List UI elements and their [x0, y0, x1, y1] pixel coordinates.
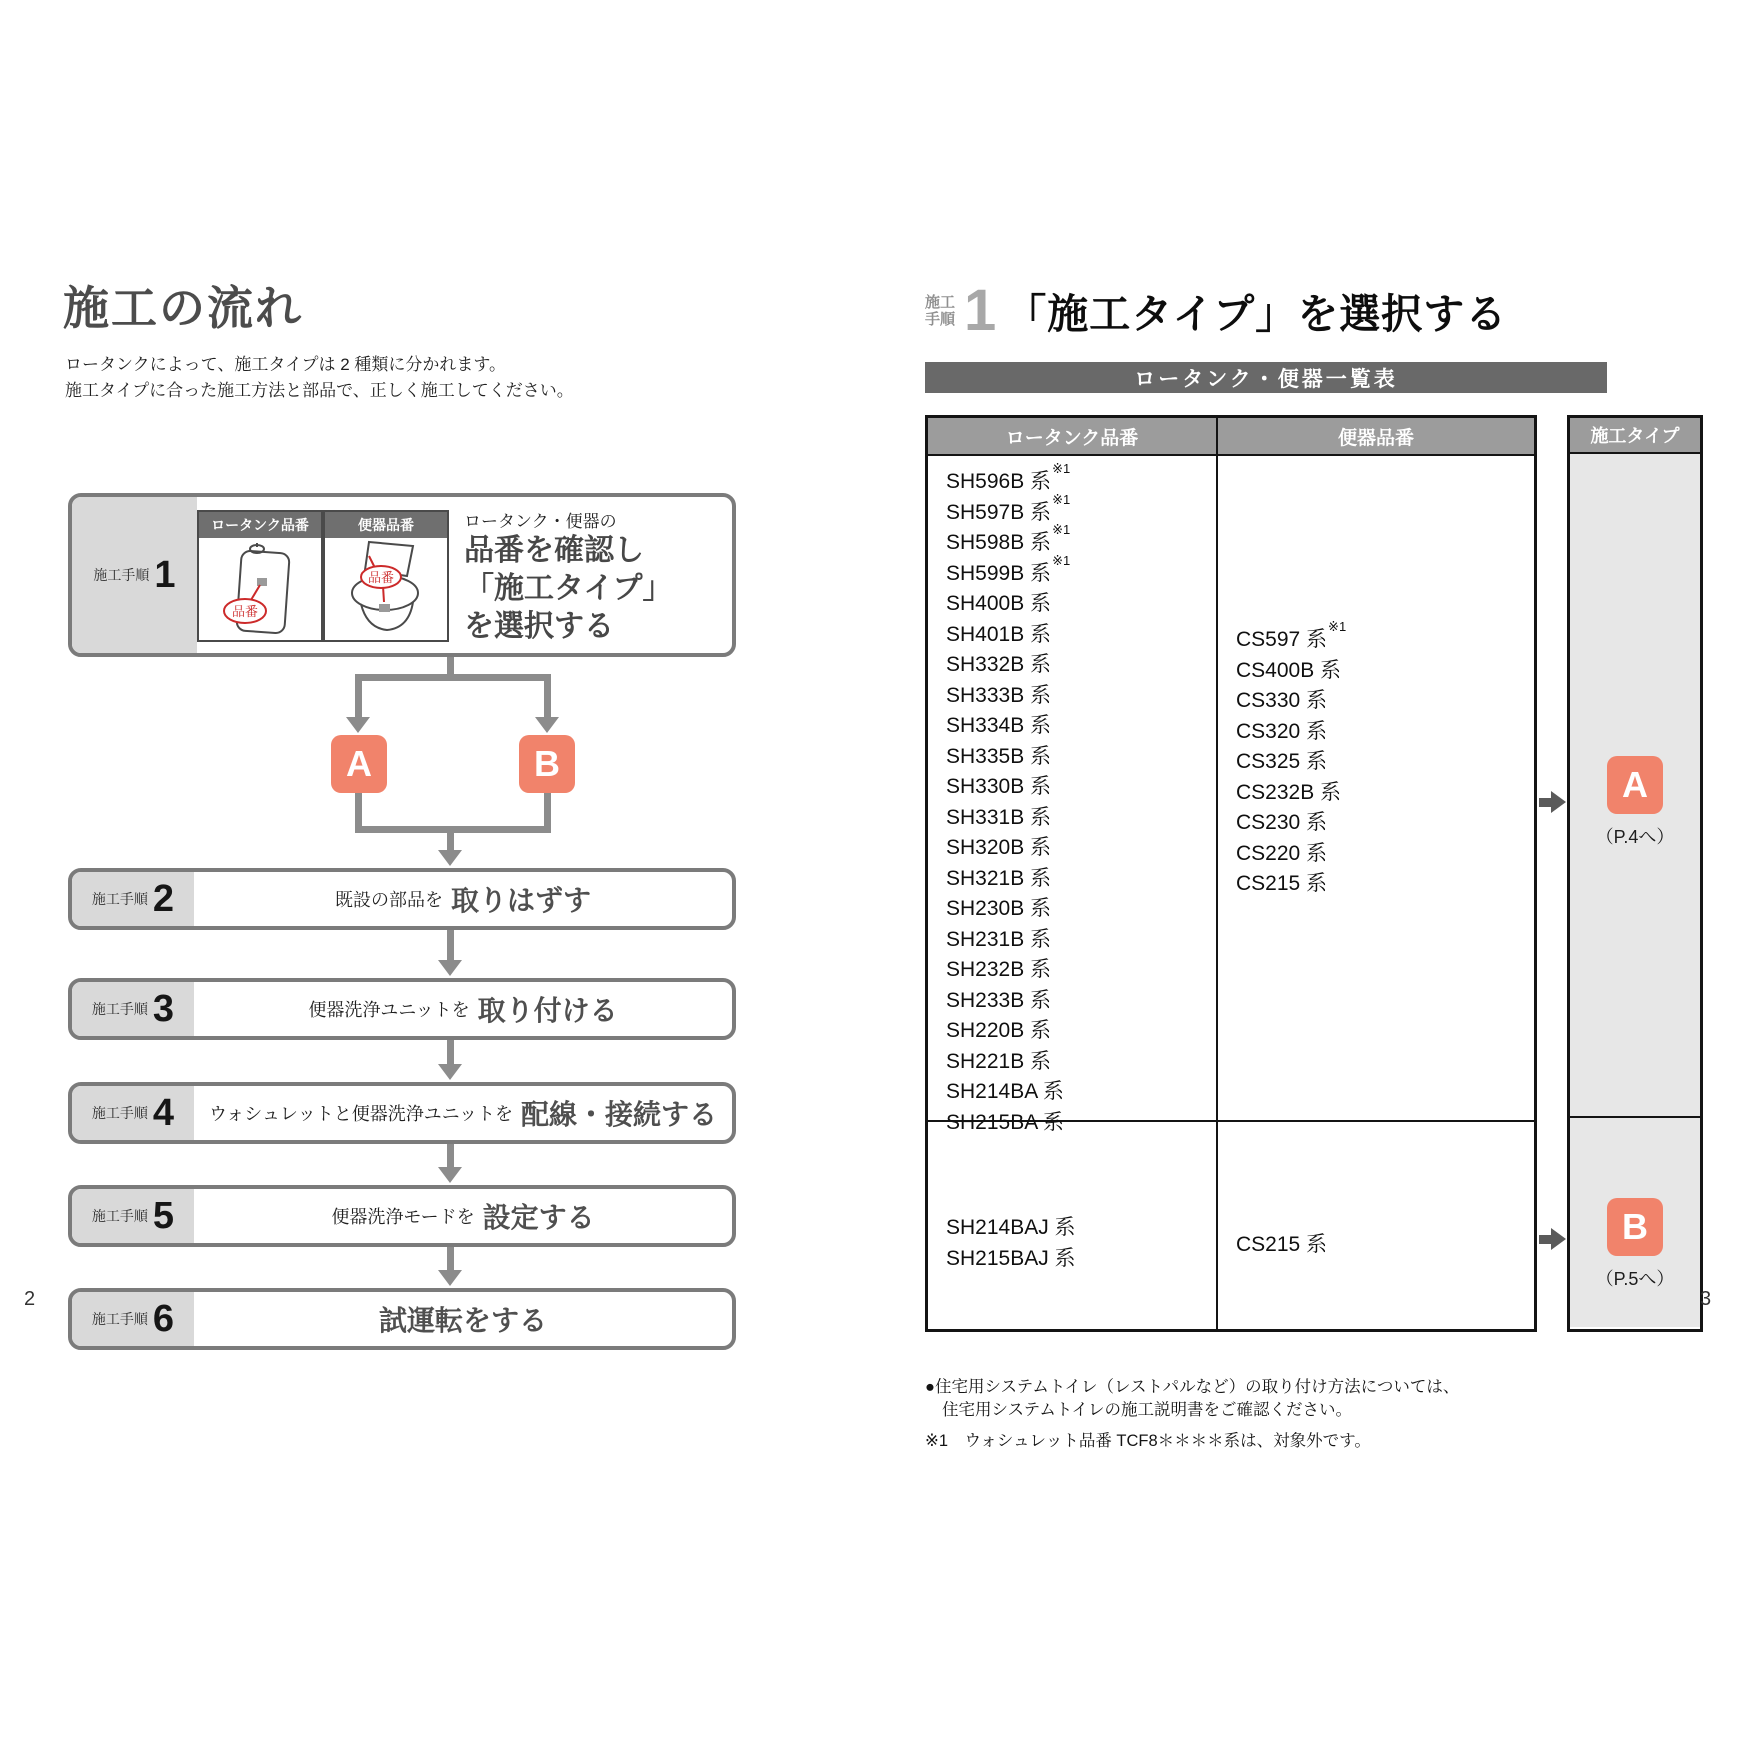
type-a-branch-badge: A: [331, 735, 387, 793]
step1-label-number: 1: [154, 554, 176, 596]
bowl-model-list-row2: [1218, 1122, 1534, 1331]
down-arrow-step2-icon: [438, 850, 462, 866]
intro-text: [65, 352, 574, 404]
step2-label-number: 2: [152, 878, 175, 920]
step4-box: [68, 1082, 736, 1144]
note-line-1: ●住宅用システムトイレ（レストパルなど）の取り付け方法については、: [925, 1378, 1460, 1396]
flow-bar-4-5: [447, 1144, 454, 1169]
heading-prefix-line2: 手順: [925, 310, 956, 328]
bowl-model-number: CS400B 系: [1236, 658, 1342, 682]
tank-model-number: SH320B 系: [946, 836, 1052, 859]
step5-label-number: 5: [152, 1195, 175, 1237]
bowl-model-number: CS325 系: [1236, 750, 1328, 773]
step3-box: [68, 978, 736, 1040]
flow-drop-a: [355, 674, 362, 718]
heading-prefix-line1: 施工: [925, 293, 956, 311]
step1-desc-line2: 「施工タイプ」: [464, 572, 673, 605]
intro-line-2: 施工タイプに合った施工方法と部品で、正しく施工してください。: [65, 381, 574, 400]
down-arrow-step6-icon: [438, 1270, 462, 1286]
tank-model-number: SH597B 系$^{※1}$: [946, 491, 1071, 524]
step5-label-prefix: 施工手順: [91, 1208, 148, 1224]
flow-bar-2-3: [447, 930, 454, 960]
step4-label: [72, 1086, 194, 1140]
tank-panel-title: ロータンク品番: [199, 512, 321, 538]
right-arrow-a-icon: [1539, 791, 1566, 813]
flow-bar-3-4: [447, 1040, 454, 1066]
step4-action: 配線・接続する: [521, 1099, 718, 1130]
flow-stub-bottom: [447, 826, 454, 852]
tank-model-number: SH400B 系: [946, 592, 1052, 615]
step5-content: [194, 1189, 732, 1243]
type-b-cell: [1570, 1118, 1700, 1327]
tank-model-number: SH596B 系$^{※1}$: [946, 461, 1071, 493]
step6-box: [68, 1288, 736, 1350]
bowl-model-number: CS215 系: [1236, 1233, 1328, 1257]
down-arrow-step3-icon: [438, 960, 462, 976]
tank-model-number: SH233B 系: [946, 988, 1052, 1012]
down-arrow-step4-icon: [438, 1064, 462, 1080]
heading-step-prefix: [925, 294, 955, 328]
type-b-page-ref: （P.5へ）: [1595, 1269, 1675, 1289]
tank-model-number: SH321B 系: [946, 866, 1052, 890]
step3-content: [194, 982, 732, 1036]
step2-box: [68, 868, 736, 930]
step6-content: [194, 1292, 732, 1346]
step1-box: [68, 493, 736, 657]
tank-model-number: SH598B 系$^{※1}$: [946, 522, 1071, 554]
right-page-number: 3: [1700, 1288, 1712, 1310]
note-line-2: 住宅用システムトイレの施工説明書をご確認ください。: [942, 1401, 1353, 1419]
tank-model-number: SH334B 系: [946, 714, 1052, 737]
step6-label: [72, 1292, 194, 1346]
bowl-model-list: [1218, 456, 1534, 1120]
table-row: [928, 456, 1534, 1134]
step1-desc-line3: を選択する: [464, 610, 614, 643]
step1-desc-line1: 品番を確認し: [464, 534, 644, 567]
right-page-title: 「施工タイプ」を選択する: [1005, 291, 1508, 337]
down-arrow-a-icon: [346, 717, 370, 733]
bowl-model-number: CS597 系$^{※1}$: [1236, 619, 1347, 651]
tank-model-number: SH599B 系$^{※1}$: [946, 552, 1071, 585]
tank-model-number: SH231B 系: [946, 927, 1052, 951]
type-b-branch-badge: B: [519, 735, 575, 793]
step4-content: [194, 1086, 732, 1140]
bowl-model-number: CS215 系: [1236, 872, 1328, 895]
bowl-callout-label: 品番: [367, 570, 395, 585]
bowl-model-number: CS330 系: [1236, 689, 1328, 712]
bowl-illustration: [325, 538, 447, 638]
type-column: [1567, 415, 1703, 1332]
tank-model-number: SH214BA 系: [946, 1080, 1064, 1103]
step2-label: [72, 872, 194, 926]
tank-model-number: SH330B 系: [946, 775, 1052, 798]
down-arrow-step5-icon: [438, 1167, 462, 1183]
bowl-label-spot: [379, 604, 390, 612]
left-page-title: 施工の流れ: [63, 282, 303, 334]
tank-model-list-row2: [928, 1122, 1218, 1331]
flow-bar-5-6: [447, 1247, 454, 1272]
bowl-column-header: 便器品番: [1218, 418, 1534, 454]
right-page-heading: [925, 277, 1508, 343]
tank-model-number: SH331B 系: [946, 805, 1052, 829]
left-page-number: 2: [24, 1288, 36, 1310]
tank-column-header: ロータンク品番: [928, 418, 1218, 454]
step3-label: [72, 982, 194, 1036]
down-arrow-b-icon: [535, 717, 559, 733]
step6-label-prefix: 施工手順: [91, 1311, 148, 1327]
table-title-bar: ロータンク・便器一覧表: [925, 362, 1607, 393]
step3-lead: 便器洗浄ユニットを: [308, 1000, 470, 1020]
tank-model-number: SH221B 系: [946, 1049, 1052, 1073]
model-table: [925, 415, 1537, 1332]
tank-model-number: SH230B 系: [946, 897, 1052, 920]
tank-model-number: SH333B 系: [946, 683, 1052, 707]
type-column-header: 施工タイプ: [1570, 418, 1700, 454]
step2-label-prefix: 施工手順: [91, 891, 148, 907]
bowl-model-number: CS230 系: [1236, 811, 1328, 834]
step4-label-prefix: 施工手順: [91, 1105, 148, 1121]
tank-model-number: SH401B 系: [946, 622, 1052, 646]
tank-model-number: SH215BA 系: [946, 1110, 1064, 1134]
type-a-page-ref: （P.4へ）: [1595, 826, 1675, 847]
step2-content: [194, 872, 732, 926]
step4-label-number: 4: [152, 1092, 175, 1134]
table-row: [928, 1122, 1534, 1331]
flow-drop-b: [544, 674, 551, 718]
step1-label: [72, 497, 197, 653]
type-a-cell: [1570, 454, 1700, 1118]
bowl-panel-title: 便器品番: [325, 512, 447, 538]
tank-model-number: SH332B 系: [946, 653, 1052, 676]
step2-lead: 既設の部品を: [334, 890, 443, 910]
step6-action: 試運転をする: [378, 1305, 547, 1336]
tank-model-number: SH232B 系: [946, 958, 1052, 981]
step2-action: 取りはずす: [450, 885, 591, 916]
type-a-badge: A: [1607, 756, 1663, 814]
tank-model-number: SH335B 系: [946, 744, 1052, 768]
flow-split-bar: [355, 674, 548, 681]
tank-model-number: SH214BAJ 系: [946, 1216, 1076, 1239]
footnote: ※1 ウォシュレット品番 TCF8＊＊＊＊系は、対象外です。: [925, 1432, 1371, 1450]
heading-step-number: 1: [964, 277, 997, 343]
step1-description: [464, 507, 673, 646]
step6-label-number: 6: [152, 1298, 175, 1340]
tank-model-list: [928, 456, 1218, 1134]
intro-line-1: ロータンクによって、施工タイプは 2 種類に分かれます。: [65, 355, 507, 374]
step1-desc-small: ロータンク・便器の: [464, 512, 617, 531]
tank-model-number: SH220B 系: [946, 1019, 1052, 1042]
right-arrow-b-icon: [1539, 1228, 1566, 1250]
step5-box: [68, 1185, 736, 1247]
table-notes: [925, 1376, 1585, 1422]
tank-model-number: SH215BAJ 系: [946, 1246, 1076, 1270]
step3-label-prefix: 施工手順: [91, 1001, 148, 1017]
step3-label-number: 3: [152, 988, 175, 1030]
step5-lead: 便器洗浄モードを: [331, 1207, 475, 1227]
step1-label-prefix: 施工手順: [93, 567, 150, 583]
step5-action: 設定する: [482, 1202, 595, 1233]
step5-label: [72, 1189, 194, 1243]
tank-callout-label: 品番: [231, 604, 259, 619]
bowl-panel: [323, 510, 449, 642]
tank-panel: [197, 510, 323, 642]
type-b-badge: B: [1607, 1198, 1663, 1256]
step3-action: 取り付ける: [477, 995, 618, 1026]
bowl-model-number: CS220 系: [1236, 841, 1328, 865]
step4-lead: ウォシュレットと便器洗浄ユニットを: [208, 1104, 513, 1124]
tank-illustration: [199, 538, 321, 638]
tank-label-spot: [257, 578, 267, 586]
bowl-model-number: CS232B 系: [1236, 780, 1342, 804]
bowl-model-number: CS320 系: [1236, 719, 1328, 743]
